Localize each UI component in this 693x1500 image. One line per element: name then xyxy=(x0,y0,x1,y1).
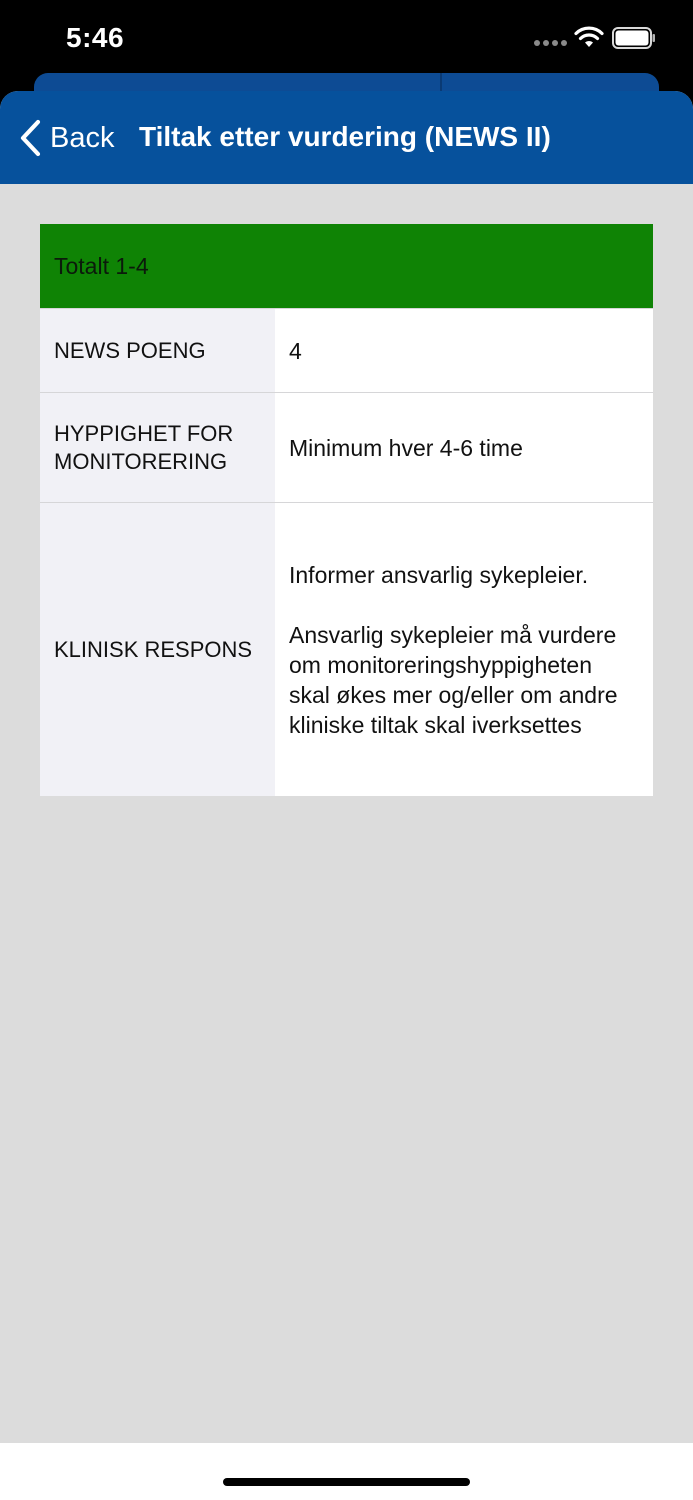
status-time: 5:46 xyxy=(66,22,125,53)
table-row xyxy=(40,392,653,502)
news-score-table xyxy=(40,224,653,796)
status-bar xyxy=(0,0,693,74)
wifi-icon xyxy=(574,26,604,50)
table-row xyxy=(40,502,653,796)
table-row xyxy=(40,308,653,392)
bottom-safe-area xyxy=(0,1443,693,1500)
row-value xyxy=(275,503,653,796)
background-card-divider xyxy=(440,73,442,93)
battery-icon xyxy=(612,27,656,49)
home-indicator[interactable] xyxy=(223,1478,470,1486)
app-sheet xyxy=(0,91,693,1500)
row-label: KLINISK RESPONS xyxy=(40,503,275,796)
row-value: 4 xyxy=(275,309,653,392)
clinical-response-paragraph: Ansvarlig sykepleier må vurdere om monitoreringshyppigheten skal økes mer og/eller om andre kliniske tiltak skal iverksettes xyxy=(289,621,618,738)
signal-dots-icon xyxy=(534,40,567,46)
chevron-left-icon xyxy=(18,119,44,157)
row-label: NEWS POENG xyxy=(40,309,275,392)
back-label: Back xyxy=(50,121,115,154)
table-header-label: Totalt 1-4 xyxy=(54,252,149,279)
table-header xyxy=(40,224,653,308)
back-button[interactable] xyxy=(18,117,114,159)
row-label: HYPPIGHET FOR MONITORERING xyxy=(40,393,275,502)
navigation-bar xyxy=(0,91,693,184)
row-value: Minimum hver 4-6 time xyxy=(275,393,653,502)
page-title: Tiltak etter vurdering (NEWS II) xyxy=(139,121,551,152)
clinical-response-paragraph: Informer ansvarlig sykepleier. xyxy=(289,561,589,588)
